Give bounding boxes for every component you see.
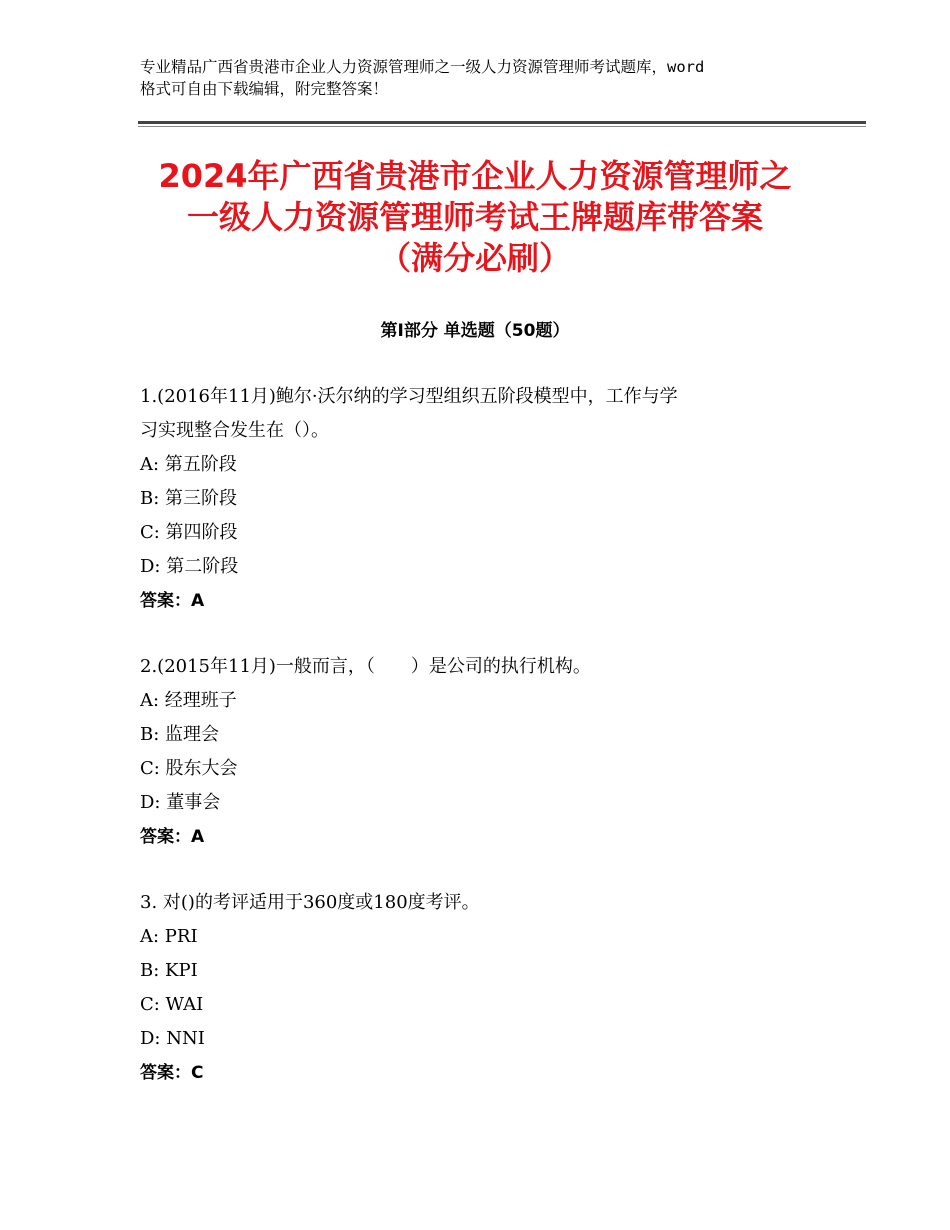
header-note: [140, 56, 830, 100]
option-c: C: WAI: [140, 994, 204, 1015]
header-divider-thick: [138, 121, 866, 124]
document-title: [100, 156, 850, 279]
header-note-line: 专业精品广西省贵港市企业人力资源管理师之一级人力资源管理师考试题库，word: [140, 58, 705, 76]
stem-line: 3. 对()的考评适用于360度或180度考评。: [140, 892, 480, 913]
question-stem: [140, 886, 840, 920]
answer: 答案：A: [140, 827, 205, 847]
option-a: A: 经理班子: [140, 690, 237, 711]
option-b: B: 第三阶段: [140, 488, 238, 509]
option-d: D: NNI: [140, 1028, 205, 1049]
option-a: A: 第五阶段: [140, 454, 237, 475]
option-b: B: 监理会: [140, 724, 220, 745]
option-d: D: 董事会: [140, 792, 221, 813]
section-title: 第Ⅰ部分 单选题（50题）: [380, 321, 570, 341]
question-1: [140, 380, 840, 618]
answer: 答案：C: [140, 1063, 204, 1083]
option-c: C: 第四阶段: [140, 522, 238, 543]
option-d: D: 第二阶段: [140, 556, 239, 577]
header-divider-thin: [138, 126, 866, 127]
option-a: A: PRI: [140, 926, 198, 947]
question-list: [140, 380, 840, 1122]
title-line: 2024年广西省贵港市企业人力资源管理师之: [158, 157, 792, 195]
header-note-line: 格式可自由下载编辑，附完整答案！: [140, 80, 389, 98]
stem-line: 习实现整合发生在（）。: [140, 420, 329, 441]
question-2: [140, 650, 840, 854]
title-line: 一级人力资源管理师考试王牌题库带答案: [186, 198, 763, 236]
stem-line: 1.(2016年11月)鲍尔·沃尔纳的学习型组织五阶段模型中，工作与学: [140, 386, 678, 407]
question-stem: [140, 380, 840, 448]
question-stem: [140, 650, 840, 684]
title-line: （满分必刷）: [378, 239, 571, 277]
stem-line: 2.(2015年11月)一般而言，（ ）是公司的执行机构。: [140, 656, 591, 677]
answer: 答案：A: [140, 591, 205, 611]
option-b: B: KPI: [140, 960, 198, 981]
question-3: [140, 886, 840, 1090]
option-c: C: 股东大会: [140, 758, 238, 779]
